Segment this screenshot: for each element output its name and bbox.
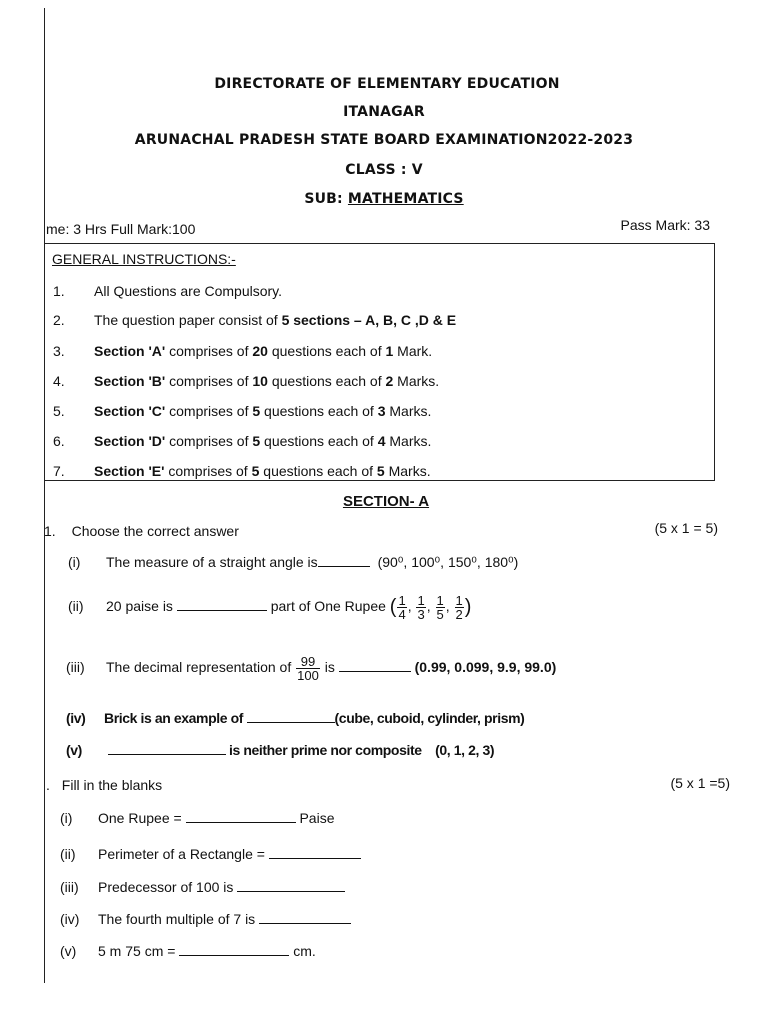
instruction-text: comprises of	[165, 433, 253, 449]
subject-name: MATHEMATICS	[347, 191, 464, 207]
instruction-text: questions each of	[267, 373, 386, 389]
section-a-title	[0, 493, 768, 510]
answer-blank[interactable]	[339, 659, 411, 672]
question-1	[44, 523, 239, 539]
instruction-text: Mark.	[393, 343, 433, 359]
header-class: CLASS : V	[345, 162, 423, 178]
item-number: (v)	[66, 742, 82, 758]
item-number: (iii)	[66, 659, 85, 676]
item-options: (90⁰, 100⁰, 150⁰, 180⁰)	[377, 554, 519, 570]
header-exam: ARUNACHAL PRADESH STATE BOARD EXAMINATION2022-2023	[134, 132, 634, 148]
instruction-num: 7.	[53, 463, 65, 479]
instruction-num: 5.	[53, 403, 65, 419]
item-text: One Rupee =	[98, 810, 182, 826]
instruction-mark: 4	[377, 433, 386, 449]
question-number: .	[46, 777, 50, 793]
instruction-item	[53, 312, 456, 328]
instruction-section: Section 'E'	[94, 463, 165, 479]
answer-blank[interactable]	[108, 742, 226, 755]
item-text: The fourth multiple of 7 is	[98, 911, 256, 927]
item-text: Paise	[299, 810, 335, 826]
q1-item-i	[68, 554, 518, 571]
item-text: is	[324, 659, 335, 676]
fraction: $\frac{99}{100}$	[297, 654, 319, 683]
header-subject	[0, 191, 768, 207]
instruction-text: Marks.	[384, 463, 431, 479]
q2-item-ii	[60, 846, 361, 862]
header-directorate: DIRECTORATE OF ELEMENTARY EDUCATION	[214, 76, 560, 92]
pass-mark: Pass Mark: 33	[620, 217, 710, 233]
item-text: Brick is an example of	[104, 710, 244, 726]
instruction-bold: 5 sections – A, B, C ,D & E	[281, 312, 457, 328]
instruction-text: comprises of	[165, 373, 253, 389]
item-number: (iii)	[60, 879, 79, 895]
fraction: $\frac{1}{2}$	[455, 593, 463, 622]
item-number: (i)	[60, 810, 73, 826]
item-text: cm.	[293, 943, 316, 959]
item-text: The measure of a straight angle is	[106, 554, 318, 570]
instruction-text: Marks.	[385, 433, 432, 449]
q1-item-ii: (ii) 20 paise is part of One Rupee ( $\frac{1}{4}$ , $\frac{1}{3}$ , $\frac{1}{5}$ , $\frac{1}{2}$ )	[68, 593, 472, 622]
item-number: (ii)	[60, 846, 76, 862]
instruction-mark: 2	[385, 373, 394, 389]
item-number: (ii)	[68, 598, 84, 615]
answer-blank[interactable]	[237, 879, 345, 892]
item-options: (cube, cuboid, cylinder, prism)	[334, 710, 525, 726]
instruction-text: questions each of	[260, 433, 378, 449]
answer-blank[interactable]	[259, 911, 351, 924]
q1-item-v	[66, 742, 494, 758]
instruction-num: 1.	[53, 283, 65, 299]
item-text: 20 paise is	[106, 598, 173, 615]
answer-blank[interactable]	[318, 554, 370, 567]
instruction-text: questions each of	[267, 343, 386, 359]
instruction-count: 5	[252, 433, 261, 449]
q1-item-iv	[66, 710, 524, 726]
time-full-mark: me: 3 Hrs Full Mark:100	[46, 221, 196, 237]
instruction-text: comprises of	[165, 343, 253, 359]
item-number: (v)	[60, 943, 77, 959]
instruction-text: comprises of	[164, 463, 252, 479]
item-text: 5 m 75 cm =	[98, 943, 176, 959]
instruction-text: questions each of	[259, 463, 377, 479]
item-number: (iv)	[66, 710, 86, 726]
q2-item-iv	[60, 911, 351, 927]
instruction-num: 2.	[53, 312, 65, 328]
fraction: $\frac{1}{4}$	[398, 593, 406, 622]
fraction: $\frac{1}{5}$	[436, 593, 444, 622]
instruction-num: 3.	[53, 343, 65, 359]
header-city: ITANAGAR	[343, 104, 425, 120]
instruction-section: Section 'D'	[94, 433, 166, 449]
section-a-label: SECTION- A	[342, 493, 430, 510]
q2-item-iii	[60, 879, 345, 895]
q2-item-v	[60, 943, 316, 959]
question-2	[46, 777, 162, 793]
q1-item-iii	[66, 655, 556, 682]
item-text: The decimal representation of	[106, 659, 292, 676]
instruction-item	[53, 373, 439, 389]
item-options: (0, 1, 2, 3)	[435, 742, 495, 758]
answer-blank[interactable]	[186, 810, 296, 823]
item-options: (0.99, 0.099, 9.9, 99.0)	[414, 659, 557, 676]
item-number: (i)	[68, 554, 81, 570]
instruction-text: Marks.	[393, 373, 440, 389]
q2-item-i	[60, 810, 334, 826]
instruction-count: 20	[252, 343, 268, 359]
instruction-mark: 5	[376, 463, 385, 479]
instruction-count: 10	[252, 373, 268, 389]
instruction-text: The question paper consist of	[94, 312, 282, 328]
instruction-item	[53, 463, 431, 479]
instruction-section: Section 'B'	[94, 373, 166, 389]
question-text: Choose the correct answer	[71, 523, 239, 539]
item-text: Perimeter of a Rectangle =	[98, 846, 265, 862]
instruction-text: comprises of	[165, 403, 253, 419]
instruction-num: 4.	[53, 373, 65, 389]
answer-blank[interactable]	[269, 846, 361, 859]
item-text: Predecessor of 100 is	[98, 879, 234, 895]
instruction-mark: 1	[385, 343, 394, 359]
instruction-section: Section 'A'	[94, 343, 166, 359]
question-1-marks: (5 x 1 = 5)	[654, 520, 718, 536]
instruction-num: 6.	[53, 433, 65, 449]
item-number: (iv)	[60, 911, 80, 927]
instruction-text: questions each of	[260, 403, 378, 419]
answer-blank[interactable]	[247, 710, 335, 723]
instruction-mark: 3	[377, 403, 386, 419]
instruction-count: 5	[251, 463, 260, 479]
instruction-section: Section 'C'	[94, 403, 166, 419]
fraction: $\frac{1}{3}$	[417, 593, 425, 622]
instructions-box	[44, 243, 715, 481]
instruction-item	[53, 283, 282, 299]
answer-blank[interactable]	[177, 598, 267, 611]
item-text: is neither prime nor composite	[229, 742, 422, 758]
subject-prefix: SUB:	[304, 191, 343, 207]
instruction-text: Marks.	[385, 403, 432, 419]
instruction-item	[53, 403, 431, 419]
instructions-title: GENERAL INSTRUCTIONS:-	[52, 251, 236, 267]
question-2-marks: (5 x 1 =5)	[670, 775, 730, 791]
instruction-count: 5	[252, 403, 261, 419]
instruction-text: All Questions are Compulsory.	[94, 283, 283, 299]
instruction-item	[53, 433, 431, 449]
instruction-item	[53, 343, 432, 359]
item-text: part of One Rupee	[270, 598, 386, 615]
question-number: 1.	[44, 523, 56, 539]
question-text: Fill in the blanks	[61, 777, 163, 793]
answer-blank[interactable]	[179, 943, 289, 956]
